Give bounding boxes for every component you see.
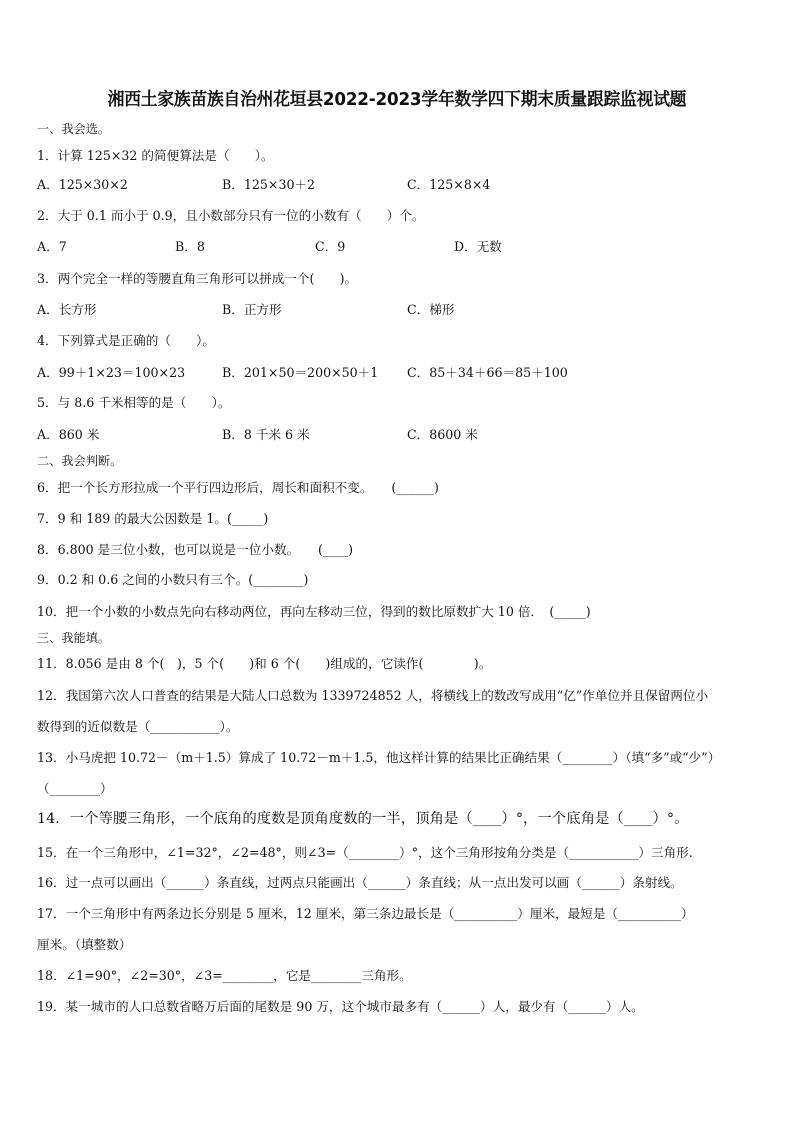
question-13-line-2: （________） bbox=[37, 781, 113, 796]
q4-option-a: A．99＋1×23＝100×23 bbox=[37, 365, 186, 380]
section-heading-fill: 三、我能填。 bbox=[37, 631, 111, 645]
question-7: 7．9 和 189 的最大公因数是 1。(_____) bbox=[37, 511, 269, 526]
question-2: 2．大于 0.1 而小于 0.9，且小数部分只有一位的小数有（ ）个。 bbox=[37, 208, 425, 223]
section-heading-choice: 一、我会选。 bbox=[37, 122, 111, 136]
q4-option-c: C．85＋34＋66＝85＋100 bbox=[407, 365, 568, 380]
question-12-line-2: 数得到的近似数是（___________）。 bbox=[37, 719, 239, 734]
q5-option-c: C．8600 米 bbox=[407, 427, 478, 442]
question-17-line-1: 17．一个三角形中有两条边长分别是 5 厘米，12 厘米，第三条边最长是（__________）厘米，最短是（__________） bbox=[37, 906, 694, 921]
q3-option-c: C．梯形 bbox=[407, 302, 455, 317]
question-16: 16．过一点可以画出（______）条直线，过两点只能画出（______）条直线；从一点出发可以画（______）条射线。 bbox=[37, 875, 683, 890]
question-5: 5．与 8.6 千米相等的是（ ）。 bbox=[37, 395, 231, 410]
q2-option-d: D．无数 bbox=[454, 239, 502, 254]
q3-option-b: B．正方形 bbox=[222, 302, 282, 317]
q4-option-b: B．201×50＝200×50＋1 bbox=[222, 365, 379, 380]
exam-title: 湘西土家族苗族自治州花垣县2022-2023学年数学四下期末质量跟踪监视试题 bbox=[107, 90, 687, 110]
question-19: 19．某一城市的人口总数省略万后面的尾数是 90 万，这个城市最多有（______）人，最少有（______）人。 bbox=[37, 999, 644, 1014]
question-8: 8．6.800 是三位小数，也可以说是一位小数。 (____) bbox=[37, 542, 354, 557]
question-18: 18．∠1=90°，∠2=30°，∠3=________，它是________三角形。 bbox=[37, 968, 412, 983]
question-1: 1．计算 125×32 的简便算法是（ ）。 bbox=[37, 148, 274, 163]
section-heading-judge: 二、我会判断。 bbox=[37, 454, 123, 468]
q1-option-b: B．125×30＋2 bbox=[222, 177, 316, 192]
question-10: 10．把一个小数的小数点先向右移动两位，再向左移动三位，得到的数比原数扩大 10 倍． (_____) bbox=[37, 604, 591, 619]
q2-option-b: B．8 bbox=[175, 239, 205, 254]
question-6: 6．把一个长方形拉成一个平行四边形后，周长和面积不变。 (______) bbox=[37, 480, 439, 495]
q1-option-a: A．125×30×2 bbox=[37, 177, 128, 192]
q2-option-a: A．7 bbox=[37, 239, 67, 254]
q3-option-a: A．长方形 bbox=[37, 302, 97, 317]
q5-option-a: A．860 米 bbox=[37, 427, 100, 442]
question-17-line-2: 厘米。（填整数） bbox=[37, 937, 132, 952]
question-11: 11．8.056 是由 8 个( )，5 个( )和 6 个( )组成的，它读作( )。 bbox=[37, 656, 492, 671]
question-15: 15．在一个三角形中，∠1=32°，∠2=48°，则∠3=（________）°，这个三角形按角分类是（___________）三角形. bbox=[37, 845, 693, 860]
question-3: 3．两个完全一样的等腰直角三角形可以拼成一个( )。 bbox=[37, 271, 358, 286]
q1-option-c: C．125×8×4 bbox=[407, 177, 491, 192]
q2-option-c: C．9 bbox=[315, 239, 346, 254]
question-14: 14．一个等腰三角形，一个底角的度数是顶角度数的一半，顶角是（____）°，一个底角是（____）°。 bbox=[37, 811, 689, 827]
question-13-line-1: 13．小马虎把 10.72－（m＋1.5）算成了 10.72－m＋1.5，他这样计算的结果比正确结果（________）（填“多”或“少”） bbox=[37, 750, 721, 765]
question-12-line-1: 12．我国第六次人口普查的结果是大陆人口总数为 1339724852 人，将横线上的数改写成用“亿”作单位并且保留两位小 bbox=[37, 688, 709, 703]
question-9: 9．0.2 和 0.6 之间的小数只有三个。(________) bbox=[37, 572, 309, 587]
question-4: 4．下列算式是正确的（ ）。 bbox=[37, 333, 216, 348]
q5-option-b: B．8 千米 6 米 bbox=[222, 427, 310, 442]
